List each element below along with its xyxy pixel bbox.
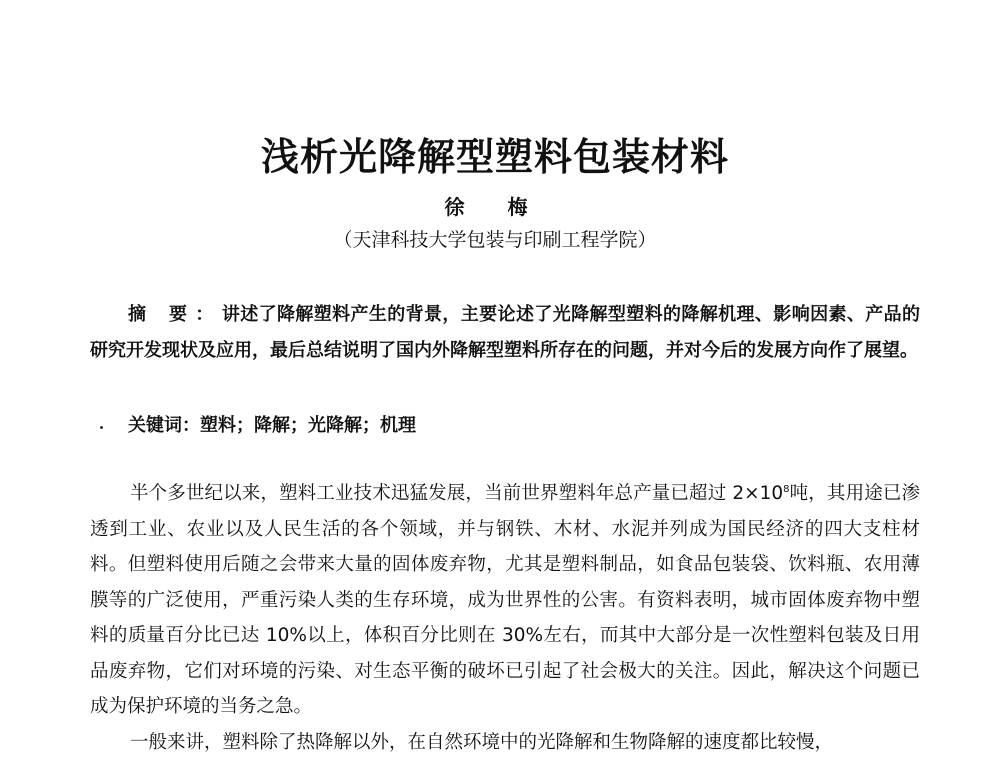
abstract xyxy=(90,297,920,369)
body-p1-text-a: 半个多世纪以来，塑料工业技术迅猛发展，当前世界塑料年总产量已超过 2×10 xyxy=(130,483,784,504)
body-text xyxy=(90,476,920,760)
keywords-label: 关键词： xyxy=(128,415,200,436)
body-paragraph-1 xyxy=(90,476,920,725)
body-paragraph-2: 一般来讲，塑料除了热降解以外，在自然环境中的光降解和生物降解的速度都比较慢， xyxy=(130,731,834,753)
abstract-label: 摘 要： xyxy=(128,304,222,325)
author-name: 徐 梅 xyxy=(444,195,546,219)
keywords xyxy=(128,410,918,442)
stray-dot-mark xyxy=(100,426,103,429)
keywords-text: 塑料；降解；光降解；机理 xyxy=(200,415,416,436)
body-p1-text-b: 吨，其用途已渗透到工业、农业以及人民生活的各个领域，并与钢铁、木材、水泥并列成为国民经济的四大支柱材料。但塑料使用后随之会带来大量的固体废弃物，尤其是塑料制品，如食品包装袋、饮料瓶、农用薄膜等的广泛使用，严重污染人类的生存环境，成为世界性的公害。有资料表明，城市固体废弃物中塑料的质量百分比已达 10%以上，体积百分比则在 30%左右，而其中大部分是一次性塑料包装及日用品废弃物，它们对环境的污染、对生态平衡的破坏已引起了社会极大的关注。因此，解决这个问题已成为保护环境的当务之急。 xyxy=(90,483,920,717)
abstract-text: 讲述了降解塑料产生的背景，主要论述了光降解型塑料的降解机理、影响因素、产品的研究开发现状及应用，最后总结说明了国内外降解型塑料所存在的问题，并对今后的发展方向作了展望。 xyxy=(90,304,920,361)
author-affiliation: （天津科技大学包装与印刷工程学院） xyxy=(333,229,657,251)
paper-title: 浅析光降解型塑料包装材料 xyxy=(260,135,729,179)
body-p1-exponent: 8 xyxy=(783,484,790,495)
